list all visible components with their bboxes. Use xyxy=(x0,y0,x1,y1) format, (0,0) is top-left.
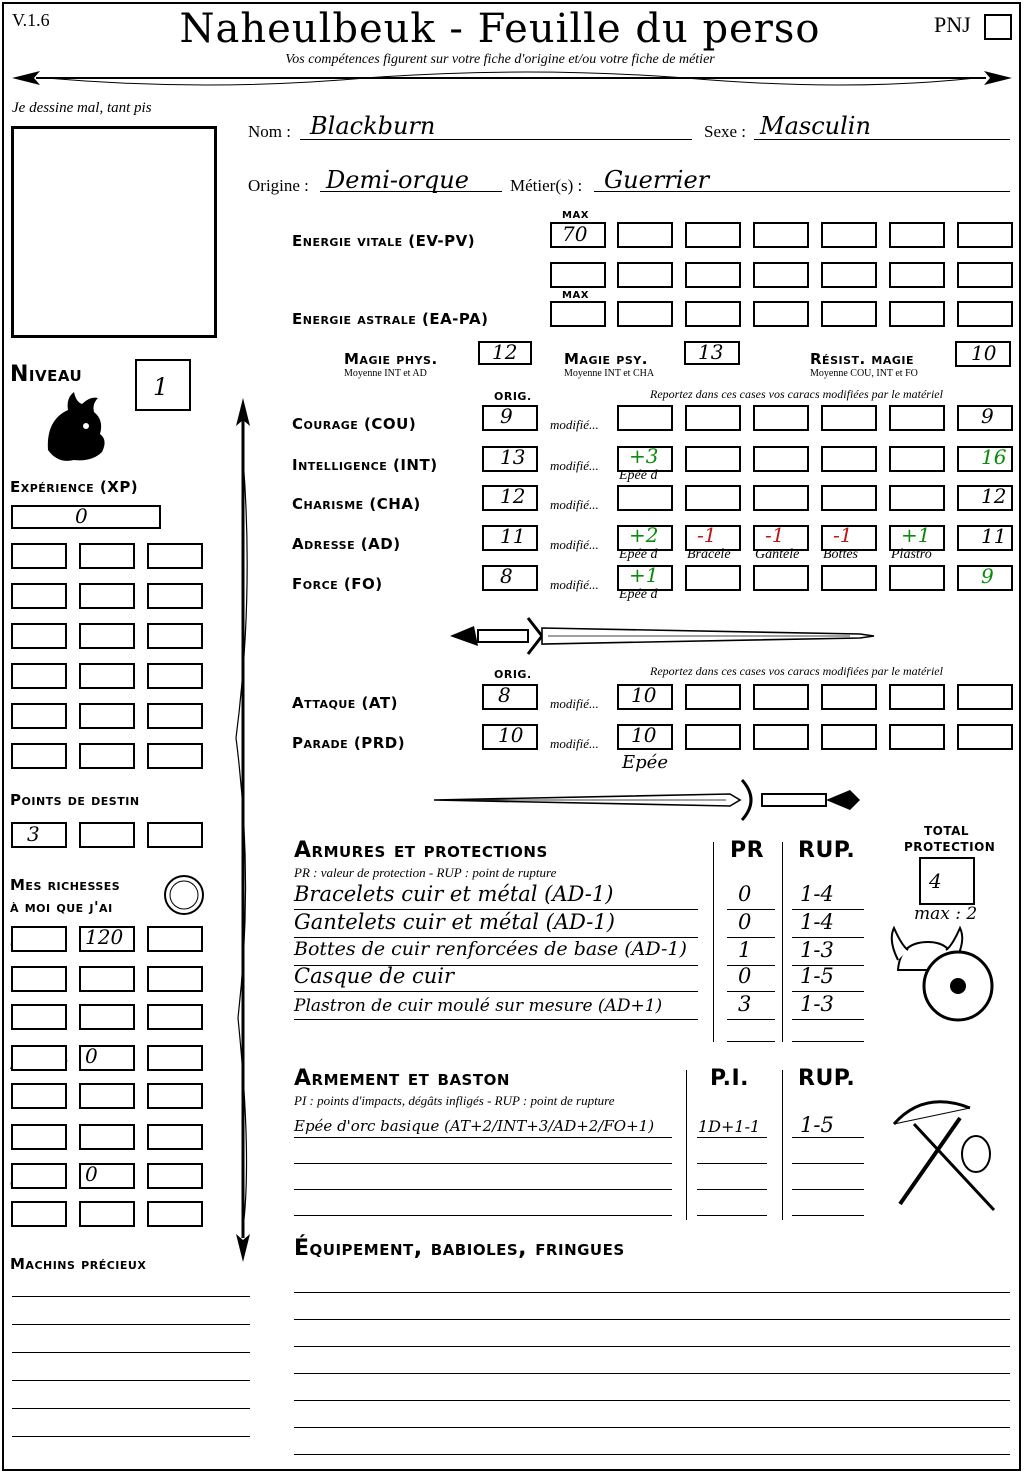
stat-mod-box-3-1[interactable] xyxy=(617,485,673,511)
equipment-line-3 xyxy=(294,1346,1010,1347)
page-subtitle: Vos compétences figurent sur votre fiche d'origine et/ou votre fiche de métier xyxy=(285,52,715,67)
stat-mod-box-3-4[interactable] xyxy=(821,485,877,511)
armor-item-pr-2: 0 xyxy=(738,910,752,934)
stat-mod-box-3-6[interactable] xyxy=(957,485,1013,511)
weapon-line-2 xyxy=(294,1163,672,1164)
niveau-label: Niveau xyxy=(10,362,83,387)
stat-mod-source-4-3: Gantele xyxy=(755,547,800,562)
or-extra-2-1[interactable] xyxy=(11,1004,67,1030)
stat-modifie-label-1: modifié... xyxy=(550,417,599,432)
weapon-rup-line-3 xyxy=(792,1189,864,1190)
attaque-mod-box-2[interactable] xyxy=(685,684,741,710)
resist-magie-box[interactable] xyxy=(955,341,1011,367)
destin-value: 3 xyxy=(27,822,40,846)
ea-box-6[interactable] xyxy=(957,301,1013,327)
weapon-item-rup-1: 1-5 xyxy=(800,1113,834,1137)
xp-box-4-1[interactable] xyxy=(11,663,67,689)
resist-magie-label: Résist. magie xyxy=(810,350,915,368)
attaque-orig-box[interactable] xyxy=(482,684,538,710)
ev-box-4[interactable] xyxy=(821,222,877,248)
weapon-rup-line-2 xyxy=(792,1163,864,1164)
helmet-shield-icon xyxy=(888,920,1000,1032)
machins-line-1 xyxy=(12,1296,250,1297)
armor-item-rup-4: 1-5 xyxy=(800,964,834,988)
armor-rup-line-6 xyxy=(792,1041,864,1042)
xp-box-1-1[interactable] xyxy=(11,543,67,569)
equipment-line-4 xyxy=(294,1373,1010,1374)
stat-orig-value-1: 9 xyxy=(500,404,513,428)
weapon-line-4 xyxy=(294,1215,672,1216)
parade-mod-box-1[interactable] xyxy=(617,724,673,750)
xp-box-2-1[interactable] xyxy=(11,583,67,609)
attaque-mod-box-6[interactable] xyxy=(957,684,1013,710)
stats-note: Reportez dans ces cases vos caracs modifiées par le matériel xyxy=(650,387,943,401)
weapons-icon xyxy=(884,1094,1006,1218)
argent-box[interactable] xyxy=(79,1045,135,1071)
stat-modifie-label-5: modifié... xyxy=(550,577,599,592)
stat-mod-box-3-2[interactable] xyxy=(685,485,741,511)
stat-modifie-label-2: modifié... xyxy=(550,458,599,473)
combat-note: Reportez dans ces cases vos caracs modifiées par le matériel xyxy=(650,664,943,678)
attaque-mod-box-1[interactable] xyxy=(617,684,673,710)
stat-mod-source-4-2: Bracele xyxy=(687,547,731,562)
stat-mod-box-2-2[interactable] xyxy=(685,446,741,472)
equipment-title: Équipement, babioles, fringues xyxy=(294,1236,625,1261)
xp-box[interactable] xyxy=(11,505,161,529)
coin-icon xyxy=(162,873,206,917)
argent-extra-1-1[interactable] xyxy=(11,1083,67,1109)
or-box-0[interactable] xyxy=(11,926,67,952)
ea-max-box[interactable] xyxy=(550,301,606,327)
destin-box-2[interactable] xyxy=(79,822,135,848)
nom-label: Nom : xyxy=(248,122,291,141)
stat-modifie-label-3: modifié... xyxy=(550,497,599,512)
armor-item-rup-3: 1-3 xyxy=(800,938,834,962)
armor-item-name-5: Plastron de cuir moulé sur mesure (AD+1) xyxy=(294,996,663,1016)
version-label: V.1.6 xyxy=(12,10,50,30)
ev-box-row2-1[interactable] xyxy=(550,262,606,288)
armor-item-pr-3: 1 xyxy=(738,938,752,962)
destin-box-3[interactable] xyxy=(147,822,203,848)
or-extra-1-3[interactable] xyxy=(147,966,203,992)
or-box[interactable] xyxy=(79,926,135,952)
or-extra-2-2[interactable] xyxy=(79,1004,135,1030)
vertical-spear-icon xyxy=(228,398,258,1262)
ev-box-row2-3[interactable] xyxy=(685,262,741,288)
ev-label: Energie vitale (EV-PV) xyxy=(292,232,476,250)
magie-phys-box[interactable] xyxy=(478,341,532,365)
stat-final-value-5: 9 xyxy=(981,564,994,588)
armor-pr-header: PR xyxy=(730,838,765,863)
xp-box-3-1[interactable] xyxy=(11,623,67,649)
stat-mod-box-1-1[interactable] xyxy=(617,405,673,431)
stat-mod-value-4-4: -1 xyxy=(833,523,853,547)
sexe-field[interactable]: Masculin xyxy=(760,112,871,140)
stat-mod-box-1-3[interactable] xyxy=(753,405,809,431)
xp-box-6-3[interactable] xyxy=(147,743,203,769)
stat-orig-box-5[interactable] xyxy=(482,565,538,591)
stat-mod-box-1-5[interactable] xyxy=(889,405,945,431)
stat-mod-value-4-2: -1 xyxy=(697,523,717,547)
ev-box-2[interactable] xyxy=(685,222,741,248)
total-protection-label-2: PROTECTION xyxy=(904,840,996,854)
attaque-label: Attaque (AT) xyxy=(292,694,398,712)
magie-psy-label: Magie psy. xyxy=(564,350,648,368)
parade-mod-box-2[interactable] xyxy=(685,724,741,750)
parade-mod-box-5[interactable] xyxy=(889,724,945,750)
armor-item-pr-4: 0 xyxy=(738,964,752,988)
origine-field[interactable]: Demi-orque xyxy=(326,166,469,194)
xp-box-3-2[interactable] xyxy=(79,623,135,649)
argent-extra-2-1[interactable] xyxy=(11,1124,67,1150)
machins-line-5 xyxy=(12,1408,250,1409)
parade-modifie-label: modifié... xyxy=(550,736,599,751)
magie-phys-note: Moyenne INT et AD xyxy=(344,368,427,379)
argent-extra-2-3[interactable] xyxy=(147,1124,203,1150)
argent-box-2[interactable] xyxy=(147,1045,203,1071)
xp-box-6-1[interactable] xyxy=(11,743,67,769)
stat-final-value-4: 11 xyxy=(981,524,1007,548)
ev-max-label: MAX xyxy=(562,210,589,221)
attaque-mod-box-5[interactable] xyxy=(889,684,945,710)
cuivre-extra-1-2[interactable] xyxy=(79,1201,135,1227)
ev-box-6[interactable] xyxy=(957,222,1013,248)
stat-mod-value-5-1: +1 xyxy=(629,563,659,587)
cuivre-box[interactable] xyxy=(79,1163,135,1189)
ea-label: Energie astrale (EA-PA) xyxy=(292,310,489,328)
metier-field[interactable]: Guerrier xyxy=(604,166,710,194)
stat-label-2: Intelligence (INT) xyxy=(292,456,438,474)
stat-final-value-2: 16 xyxy=(981,445,1007,469)
weapons-title: Armement et baston xyxy=(294,1066,510,1091)
stat-mod-box-2-5[interactable] xyxy=(889,446,945,472)
weapon-line-1 xyxy=(294,1137,672,1138)
armor-rup-header: RUP. xyxy=(798,838,856,863)
page-title: Naheulbeuk - Feuille du perso xyxy=(179,6,821,52)
stat-mod-box-3-5[interactable] xyxy=(889,485,945,511)
machins-line-6 xyxy=(12,1436,250,1437)
stat-final-value-1: 9 xyxy=(981,404,994,428)
argent-value: 0 xyxy=(85,1044,98,1068)
parade-orig-box[interactable] xyxy=(482,724,538,750)
stat-mod-box-5-3[interactable] xyxy=(753,565,809,591)
stat-label-4: Adresse (AD) xyxy=(292,535,401,553)
stat-mod-source-4-5: Plastro xyxy=(891,547,932,562)
armor-item-rup-5: 1-3 xyxy=(800,992,834,1016)
stat-mod-box-3-3[interactable] xyxy=(753,485,809,511)
sword-icon xyxy=(430,614,876,658)
stat-orig-box-4[interactable] xyxy=(482,525,538,551)
weapons-pi-header: P.I. xyxy=(710,1066,749,1091)
armor-pr-line-6 xyxy=(727,1041,775,1042)
magie-psy-note: Moyenne INT et CHA xyxy=(564,368,655,379)
attaque-orig-value: 8 xyxy=(498,683,511,707)
weapon-pi-line-4 xyxy=(697,1215,767,1216)
armor-item-name-3: Bottes de cuir renforcées de base (AD-1) xyxy=(294,938,687,960)
total-protection-value: 4 xyxy=(929,869,942,893)
weapon-item-pi-1: 1D+1-1 xyxy=(698,1117,761,1136)
machins-line-4 xyxy=(12,1380,250,1381)
armor-line-5 xyxy=(294,1019,698,1020)
max-note: max : 2 xyxy=(914,904,978,924)
armor-line-4 xyxy=(294,991,698,992)
niveau-value: 1 xyxy=(153,373,169,401)
attaque-mod-box-3[interactable] xyxy=(753,684,809,710)
stat-mod-value-4-5: +1 xyxy=(901,523,931,547)
armor-item-rup-1: 1-4 xyxy=(800,882,834,906)
equipment-line-1 xyxy=(294,1292,1010,1293)
cuivre-extra-1-1[interactable] xyxy=(11,1201,67,1227)
stat-mod-box-2-4[interactable] xyxy=(821,446,877,472)
or-extra-2-3[interactable] xyxy=(147,1004,203,1030)
total-protection-box[interactable] xyxy=(919,857,975,905)
or-value: 120 xyxy=(85,925,124,949)
parade-orig-value: 10 xyxy=(498,723,524,747)
ea-box-1[interactable] xyxy=(617,301,673,327)
armor-note: PR : valeur de protection - RUP : point de rupture xyxy=(294,865,557,880)
stat-mod-box-5-4[interactable] xyxy=(821,565,877,591)
armor-item-name-2: Gantelets cuir et métal (AD-1) xyxy=(294,910,615,934)
sword-2-icon xyxy=(430,778,876,822)
weapon-rup-line-4 xyxy=(792,1215,864,1216)
stat-mod-value-4-1: +2 xyxy=(629,523,659,547)
spear-divider-icon xyxy=(6,66,1018,90)
combat-orig-label: ORIG. xyxy=(494,668,532,681)
stat-orig-box-1[interactable] xyxy=(482,405,538,431)
armor-title: Armures et protections xyxy=(294,838,548,863)
stat-mod-source-5-1: Epée d xyxy=(619,587,658,602)
armor-item-name-4: Casque de cuir xyxy=(294,964,455,988)
weapon-rup-line-1 xyxy=(792,1137,864,1138)
armor-pr-line-5 xyxy=(727,1019,775,1020)
armor-item-rup-2: 1-4 xyxy=(800,910,834,934)
portrait-caption: Je dessine mal, tant pis xyxy=(12,100,152,116)
stat-label-3: Charisme (CHA) xyxy=(292,495,421,513)
parade-mod-value: 10 xyxy=(631,723,657,747)
magie-psy-value: 13 xyxy=(698,340,724,364)
stat-label-1: Courage (COU) xyxy=(292,415,417,433)
or-box-2[interactable] xyxy=(147,926,203,952)
xp-box-2-3[interactable] xyxy=(147,583,203,609)
resist-magie-note: Moyenne COU, INT et FO xyxy=(810,368,918,379)
pnj-checkbox[interactable] xyxy=(984,14,1012,40)
or-extra-1-1[interactable] xyxy=(11,966,67,992)
niveau-box[interactable] xyxy=(135,359,191,411)
attaque-mod-value: 10 xyxy=(631,683,657,707)
parade-mod-box-6[interactable] xyxy=(957,724,1013,750)
ev-box-row2-5[interactable] xyxy=(821,262,877,288)
argent-extra-1-3[interactable] xyxy=(147,1083,203,1109)
xp-box-5-2[interactable] xyxy=(79,703,135,729)
argent-extra-2-2[interactable] xyxy=(79,1124,135,1150)
sexe-label: Sexe : xyxy=(704,122,747,141)
magie-phys-label: Magie phys. xyxy=(344,350,438,368)
stat-mod-box-4-6[interactable] xyxy=(957,525,1013,551)
portrait-box[interactable] xyxy=(11,126,217,338)
weapons-rup-header: RUP. xyxy=(798,1066,856,1091)
weapon-line-3 xyxy=(294,1189,672,1190)
destin-box-1[interactable] xyxy=(11,822,67,848)
ev-box-5[interactable] xyxy=(889,222,945,248)
ev-box-row2-7[interactable] xyxy=(957,262,1013,288)
ev-max-value: 70 xyxy=(562,222,588,246)
stat-final-value-3: 12 xyxy=(981,484,1007,508)
parade-label: Parade (PRD) xyxy=(292,734,406,752)
weapons-note: PI : points d'impacts, dégâts infligés - RUP : point de rupture xyxy=(294,1093,615,1108)
xp-box-5-1[interactable] xyxy=(11,703,67,729)
stat-orig-value-4: 11 xyxy=(500,524,526,548)
pnj-label: PNJ xyxy=(934,12,971,37)
xp-label: Expérience (XP) xyxy=(10,478,139,496)
stat-mod-box-1-2[interactable] xyxy=(685,405,741,431)
nom-field[interactable]: Blackburn xyxy=(310,112,436,140)
stat-mod-box-2-6[interactable] xyxy=(957,446,1013,472)
argent-box-0[interactable] xyxy=(11,1045,67,1071)
stat-orig-value-3: 12 xyxy=(500,484,526,508)
stat-orig-value-5: 8 xyxy=(500,564,513,588)
xp-box-4-3[interactable] xyxy=(147,663,203,689)
xp-box-2-2[interactable] xyxy=(79,583,135,609)
armor-item-pr-1: 0 xyxy=(738,882,752,906)
stat-mod-source-4-4: Bottes xyxy=(823,547,858,562)
equipment-line-6 xyxy=(294,1427,1010,1428)
parade-mod-box-4[interactable] xyxy=(821,724,877,750)
ea-box-2[interactable] xyxy=(685,301,741,327)
cuivre-extra-1-3[interactable] xyxy=(147,1201,203,1227)
ev-box-1[interactable] xyxy=(617,222,673,248)
ev-max-box[interactable] xyxy=(550,222,606,248)
ea-box-3[interactable] xyxy=(753,301,809,327)
richesses-label-1: Mes richesses xyxy=(10,876,121,894)
parade-source: Epée xyxy=(622,752,668,773)
ea-box-4[interactable] xyxy=(821,301,877,327)
machins-line-2 xyxy=(12,1324,250,1325)
stats-orig-label: ORIG. xyxy=(494,390,532,403)
xp-box-6-2[interactable] xyxy=(79,743,135,769)
ev-box-row2-4[interactable] xyxy=(753,262,809,288)
cuivre-box-2[interactable] xyxy=(147,1163,203,1189)
stat-orig-box-3[interactable] xyxy=(482,485,538,511)
weapon-pi-line-2 xyxy=(697,1163,767,1164)
stat-label-5: Force (FO) xyxy=(292,575,383,593)
stat-mod-box-1-4[interactable] xyxy=(821,405,877,431)
stat-modifie-label-4: modifié... xyxy=(550,537,599,552)
or-extra-1-2[interactable] xyxy=(79,966,135,992)
armor-rup-line-5 xyxy=(792,1019,864,1020)
magie-psy-box[interactable] xyxy=(684,341,740,365)
attaque-modifie-label: modifié... xyxy=(550,696,599,711)
armor-item-name-1: Bracelets cuir et métal (AD-1) xyxy=(294,882,614,906)
stat-mod-source-4-1: Epée d xyxy=(619,547,658,562)
resist-magie-value: 10 xyxy=(971,341,997,365)
ev-box-row2-6[interactable] xyxy=(889,262,945,288)
stat-mod-value-2-1: +3 xyxy=(629,444,659,468)
cuivre-value: 0 xyxy=(85,1162,98,1186)
machins-line-3 xyxy=(12,1352,250,1353)
richesses-label-2: à moi que j'ai xyxy=(10,898,113,916)
metier-label: Métier(s) : xyxy=(510,176,583,195)
cuivre-box-0[interactable] xyxy=(11,1163,67,1189)
stat-mod-box-5-5[interactable] xyxy=(889,565,945,591)
armor-item-pr-5: 3 xyxy=(738,992,752,1016)
equipment-line-2 xyxy=(294,1319,1010,1320)
xp-box-5-3[interactable] xyxy=(147,703,203,729)
xp-box-1-2[interactable] xyxy=(79,543,135,569)
stat-orig-value-2: 13 xyxy=(500,445,526,469)
stat-mod-source-2-1: Epée d xyxy=(619,468,658,483)
argent-extra-1-2[interactable] xyxy=(79,1083,135,1109)
stat-orig-box-2[interactable] xyxy=(482,446,538,472)
magie-phys-value: 12 xyxy=(492,340,518,364)
equipment-line-5 xyxy=(294,1400,1010,1401)
xp-box-1-3[interactable] xyxy=(147,543,203,569)
stat-mod-box-5-2[interactable] xyxy=(685,565,741,591)
weapon-pi-line-1 xyxy=(697,1137,767,1138)
dragon-icon xyxy=(38,390,110,466)
parade-mod-box-3[interactable] xyxy=(753,724,809,750)
equipment-line-7 xyxy=(294,1454,1010,1455)
stat-mod-box-5-6[interactable] xyxy=(957,565,1013,591)
ev-box-3[interactable] xyxy=(753,222,809,248)
stat-mod-box-1-6[interactable] xyxy=(957,405,1013,431)
xp-box-3-3[interactable] xyxy=(147,623,203,649)
machins-label: Machins précieux xyxy=(10,1255,147,1273)
ev-box-row2-2[interactable] xyxy=(617,262,673,288)
total-protection-label-1: TOTAL xyxy=(924,824,970,838)
origine-label: Origine : xyxy=(248,176,309,195)
stat-mod-box-2-3[interactable] xyxy=(753,446,809,472)
xp-box-4-2[interactable] xyxy=(79,663,135,689)
weapon-pi-line-3 xyxy=(697,1189,767,1190)
stat-mod-value-4-3: -1 xyxy=(765,523,785,547)
ea-box-5[interactable] xyxy=(889,301,945,327)
ea-max-label: MAX xyxy=(562,290,589,301)
attaque-mod-box-4[interactable] xyxy=(821,684,877,710)
weapon-item-name-1: Epée d'orc basique (AT+2/INT+3/AD+2/FO+1) xyxy=(294,1117,655,1135)
xp-value: 0 xyxy=(75,504,88,528)
destin-label: Points de destin xyxy=(10,791,140,809)
